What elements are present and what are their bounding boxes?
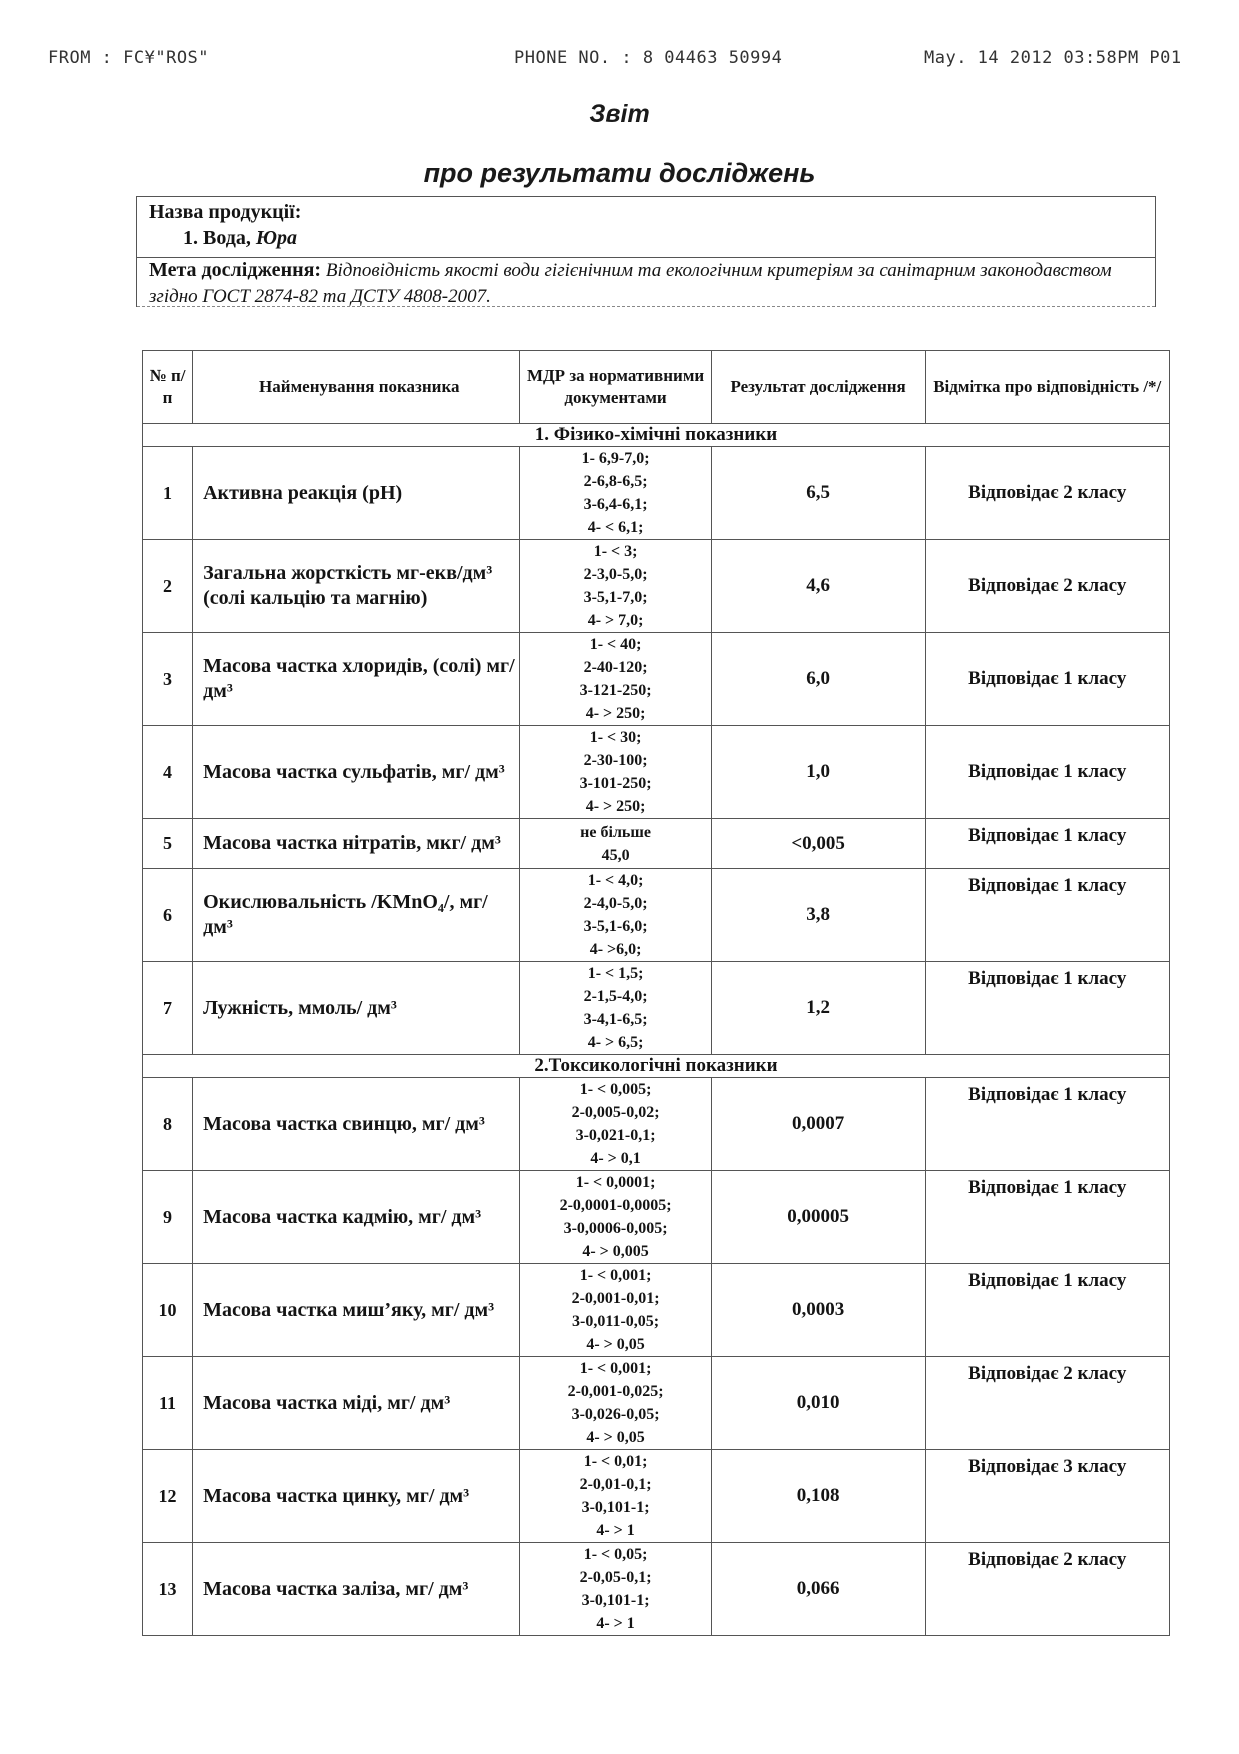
row-number: 6 <box>143 869 193 962</box>
norm-values <box>520 1450 711 1543</box>
norm-line: 1- < 0,005; <box>579 1081 652 1098</box>
report-title: Звіт <box>589 100 650 128</box>
result-value: 6,0 <box>711 633 925 726</box>
norm-line: 1- 6,9-7,0; <box>581 450 650 467</box>
indicator-name: Масова частка кадмію, мг/ дм³ <box>193 1171 520 1264</box>
norm-line: 4- > 0,05 <box>586 1336 645 1353</box>
indicator-name: Активна реакція (pH) <box>193 447 520 540</box>
header-norm: МДР за нормативними документами <box>520 351 711 424</box>
norm-line: 3-0,026-0,05; <box>571 1406 660 1423</box>
row-number: 11 <box>143 1357 193 1450</box>
result-value: 3,8 <box>711 869 925 962</box>
product-row <box>137 197 1155 258</box>
norm-line: 1- < 3; <box>593 543 638 560</box>
fax-phone: PHONE NO. : 8 04463 50994 <box>514 48 783 68</box>
product-item-number: 1. <box>183 227 198 249</box>
result-value: 0,00005 <box>711 1171 925 1264</box>
compliance-mark: Відповідає 1 класу <box>925 1078 1170 1171</box>
table-row <box>143 447 1170 540</box>
result-value: 6,5 <box>711 447 925 540</box>
norm-line: 45,0 <box>601 846 630 864</box>
norm-line: 2-0,05-0,1; <box>579 1569 652 1586</box>
norm-line: 4- > 6,5; <box>587 1034 644 1051</box>
row-number: 8 <box>143 1078 193 1171</box>
compliance-mark: Відповідає 1 класу <box>925 633 1170 726</box>
header-name: Найменування показника <box>193 351 520 424</box>
section-row <box>143 424 1170 447</box>
norm-line: 1- < 0,001; <box>579 1360 652 1377</box>
norm-line: 3-121-250; <box>579 682 652 699</box>
product-item-name-italic: Юра <box>255 227 298 249</box>
table-body <box>143 424 1170 1636</box>
row-number: 12 <box>143 1450 193 1543</box>
norm-values <box>520 962 711 1055</box>
row-number: 3 <box>143 633 193 726</box>
norm-values <box>520 540 711 633</box>
row-number: 1 <box>143 447 193 540</box>
indicator-name: Загальна жорсткість мг-екв/дм³ (солі кальцію та магнію) <box>193 540 520 633</box>
product-label: Назва продукції: <box>149 201 302 223</box>
norm-line: 2-1,5-4,0; <box>583 988 648 1005</box>
table-row <box>143 962 1170 1055</box>
norm-line: 3-101-250; <box>579 775 652 792</box>
norm-line: 1- < 0,0001; <box>575 1174 656 1191</box>
result-value: 0,108 <box>711 1450 925 1543</box>
table-row <box>143 1078 1170 1171</box>
norm-line: 4- > 1 <box>596 1615 635 1632</box>
header-no: № п/п <box>143 351 193 424</box>
norm-values <box>520 726 711 819</box>
fax-from: FROM : FC¥"ROS" <box>48 48 210 68</box>
norm-line: 2-30-100; <box>583 752 648 769</box>
row-number: 13 <box>143 1543 193 1636</box>
purpose-label: Мета дослідження: <box>149 259 322 281</box>
indicator-name: Масова частка миш’яку, мг/ дм³ <box>193 1264 520 1357</box>
norm-values <box>520 1171 711 1264</box>
row-number: 7 <box>143 962 193 1055</box>
header-result: Результат дослідження <box>711 351 925 424</box>
norm-line: 4- > 7,0; <box>587 612 644 629</box>
row-number: 4 <box>143 726 193 819</box>
fax-date: May. 14 2012 03:58PM P01 <box>924 48 1182 68</box>
norm-line: 4- > 1 <box>596 1522 635 1539</box>
norm-line: 4- > 0,005 <box>582 1243 649 1260</box>
results-table <box>142 350 1170 1636</box>
norm-line: 1- < 30; <box>589 729 642 746</box>
table-row <box>143 726 1170 819</box>
indicator-name: Масова частка свинцю, мг/ дм³ <box>193 1078 520 1171</box>
result-value: 1,0 <box>711 726 925 819</box>
indicator-name: Масова частка заліза, мг/ дм³ <box>193 1543 520 1636</box>
indicator-name: Лужність, ммоль/ дм³ <box>193 962 520 1055</box>
compliance-mark: Відповідає 2 класу <box>925 1357 1170 1450</box>
compliance-mark: Відповідає 1 класу <box>925 819 1170 869</box>
result-value: 0,010 <box>711 1357 925 1450</box>
norm-line: 2-0,0001-0,0005; <box>559 1197 672 1214</box>
result-value: 0,066 <box>711 1543 925 1636</box>
norm-line: 4- > 250; <box>585 798 646 815</box>
norm-line: 1- < 4,0; <box>587 872 644 889</box>
purpose-text-block <box>149 257 1149 310</box>
norm-values <box>520 1357 711 1450</box>
compliance-mark: Відповідає 1 класу <box>925 869 1170 962</box>
norm-line: 3-0,021-0,1; <box>575 1127 656 1144</box>
norm-values <box>520 1264 711 1357</box>
indicator-name: Масова частка хлоридів, (солі) мг/ дм³ <box>193 633 520 726</box>
result-value: 1,2 <box>711 962 925 1055</box>
header-mark: Відмітка про відповідність /*/ <box>925 351 1170 424</box>
result-value: 0,0007 <box>711 1078 925 1171</box>
compliance-mark: Відповідає 1 класу <box>925 1264 1170 1357</box>
result-value: 4,6 <box>711 540 925 633</box>
row-number: 9 <box>143 1171 193 1264</box>
norm-line: 3-4,1-6,5; <box>583 1011 648 1028</box>
table-row <box>143 1450 1170 1543</box>
indicator-name: Масова частка сульфатів, мг/ дм³ <box>193 726 520 819</box>
norm-values <box>520 819 711 869</box>
indicator-name: Масова частка цинку, мг/ дм³ <box>193 1450 520 1543</box>
norm-values <box>520 447 711 540</box>
norm-values <box>520 1543 711 1636</box>
norm-line: 3-0,0006-0,005; <box>563 1220 668 1237</box>
norm-line: 2-6,8-6,5; <box>583 473 648 490</box>
norm-line: 4- > 250; <box>585 705 646 722</box>
compliance-mark: Відповідає 1 класу <box>925 726 1170 819</box>
row-number: 5 <box>143 819 193 869</box>
row-number: 2 <box>143 540 193 633</box>
table-row <box>143 1543 1170 1636</box>
section-row <box>143 1055 1170 1078</box>
norm-line: 4- > 0,05 <box>586 1429 645 1446</box>
norm-line: 2-4,0-5,0; <box>583 895 648 912</box>
report-subtitle: про результати досліджень <box>423 158 816 188</box>
row-number: 10 <box>143 1264 193 1357</box>
norm-line: 2-0,01-0,1; <box>579 1476 652 1493</box>
norm-values <box>520 1078 711 1171</box>
norm-values <box>520 869 711 962</box>
compliance-mark: Відповідає 1 класу <box>925 1171 1170 1264</box>
norm-line: 3-0,101-1; <box>581 1499 650 1516</box>
result-value: <0,005 <box>711 819 925 869</box>
compliance-mark: Відповідає 3 класу <box>925 1450 1170 1543</box>
table-row <box>143 1264 1170 1357</box>
compliance-mark: Відповідає 2 класу <box>925 447 1170 540</box>
norm-line: 3-5,1-7,0; <box>583 589 648 606</box>
norm-line: 3-0,011-0,05; <box>572 1313 660 1330</box>
norm-line: 1- < 1,5; <box>587 965 644 982</box>
purpose-text: Відповідність якості води гігієнічним та екологічним критеріям за санітарним законодавством згідно ГОСТ 2874-82 та ДСТУ 4808-2007. <box>149 260 1112 307</box>
table-header-row <box>143 351 1170 424</box>
norm-line: 3-0,101-1; <box>581 1592 650 1609</box>
indicator-name: Окислювальність /KMnO₄/, мг/ дм³ <box>193 869 520 962</box>
norm-line: 2-0,001-0,025; <box>567 1383 664 1400</box>
norm-line: 4- < 6,1; <box>587 519 644 536</box>
table-row <box>143 540 1170 633</box>
section-title: 1. Фізико-хімічні показники <box>143 424 1170 447</box>
norm-line: 3-5,1-6,0; <box>583 918 648 935</box>
compliance-mark: Відповідає 2 класу <box>925 1543 1170 1636</box>
compliance-mark: Відповідає 1 класу <box>925 962 1170 1055</box>
compliance-mark: Відповідає 2 класу <box>925 540 1170 633</box>
product-info-box <box>136 196 1156 307</box>
section-title: 2.Токсикологічні показники <box>143 1055 1170 1078</box>
table-row <box>143 819 1170 869</box>
norm-line: 2-40-120; <box>583 659 648 676</box>
norm-line: 2-0,005-0,02; <box>571 1104 660 1121</box>
norm-line: 2-3,0-5,0; <box>583 566 648 583</box>
indicator-name: Масова частка нітратів, мкг/ дм³ <box>193 819 520 869</box>
norm-line: 2-0,001-0,01; <box>571 1290 660 1307</box>
table-row <box>143 869 1170 962</box>
norm-line: 1- < 0,001; <box>579 1267 652 1284</box>
norm-line: 4- >6,0; <box>589 941 642 958</box>
norm-line: 1- < 0,05; <box>583 1546 648 1563</box>
table-row <box>143 1171 1170 1264</box>
norm-values <box>520 633 711 726</box>
norm-line: 1- < 0,01; <box>583 1453 648 1470</box>
result-value: 0,0003 <box>711 1264 925 1357</box>
norm-line: 4- > 0,1 <box>590 1150 641 1167</box>
indicator-name: Масова частка міді, мг/ дм³ <box>193 1357 520 1450</box>
norm-line: не більше <box>580 823 651 841</box>
product-item-name: Вода, <box>203 227 251 249</box>
norm-line: 3-6,4-6,1; <box>583 496 648 513</box>
table-row <box>143 633 1170 726</box>
norm-line: 1- < 40; <box>589 636 642 653</box>
table-row <box>143 1357 1170 1450</box>
product-item <box>183 227 297 250</box>
